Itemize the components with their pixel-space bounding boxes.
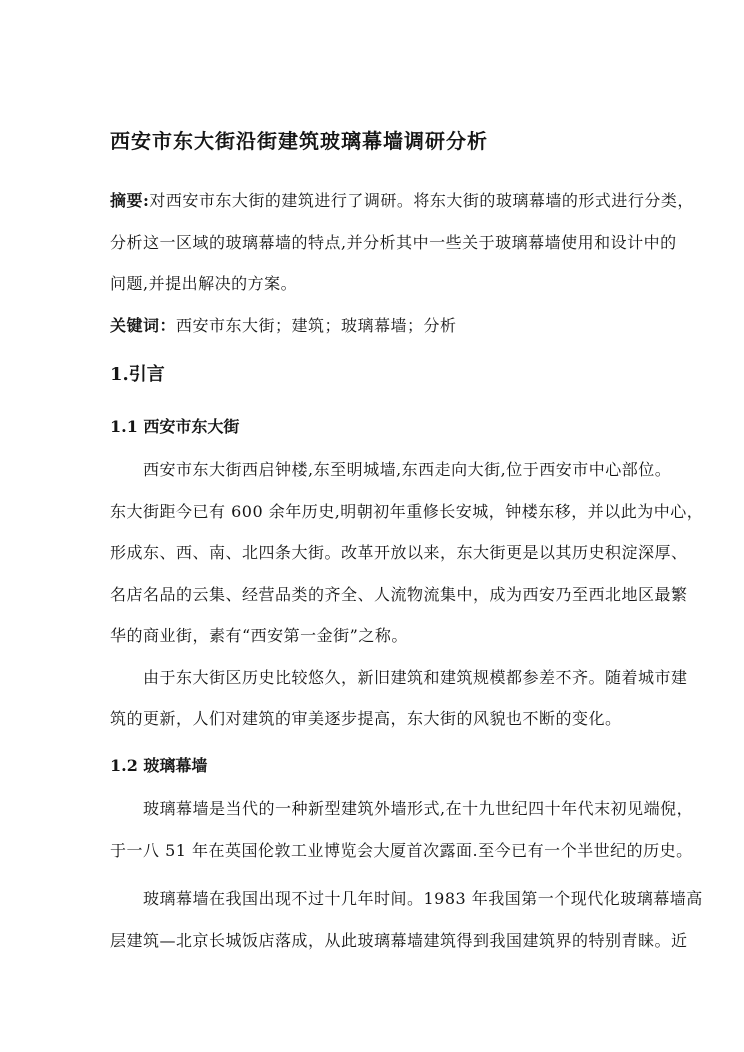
- paragraph-line: 华的商业街，素有“西安第一金街”之称。: [110, 626, 408, 645]
- paragraph-line: 于一八 51 年在英国伦敦工业博览会大厦首次露面.至今已有一个半世纪的历史。: [110, 840, 693, 860]
- keywords-text: 西安市东大街；建筑；玻璃幕墙；分析: [176, 315, 457, 335]
- keywords-label: 关键词：: [110, 315, 177, 335]
- abstract-text: 对西安市东大街的建筑进行了调研。将东大街的玻璃幕墙的形式进行分类，: [149, 191, 694, 210]
- subsection-heading-east-street: 1.1 西安市东大街: [110, 416, 240, 436]
- paragraph-line: 玻璃幕墙是当代的一种新型建筑外墙形式,在十九世纪四十年代末初见端倪，: [143, 799, 694, 818]
- page-title: 西安市东大街沿街建筑玻璃幕墙调研分析: [110, 129, 488, 153]
- paragraph-east-street-1: [110, 449, 704, 657]
- abstract-label: 摘要:: [110, 191, 150, 210]
- paragraph-line: 由于东大街区历史比较悠久，新旧建筑和建筑规模都参差不齐。随着城市建: [143, 667, 688, 687]
- paragraph-line: 形成东、西、南、北四条大街。改革开放以来，东大街更是以其历史积淀深厚、: [110, 543, 688, 562]
- abstract-line: 问题,并提出解决的方案。: [110, 274, 298, 293]
- paragraph-line: 玻璃幕墙在我国出现不过十几年时间。1983 年我国第一个现代化玻璃幕墙高: [143, 889, 703, 908]
- paragraph-line: 层建筑—北京长城饭店落成，从此玻璃幕墙建筑得到我国建筑界的特别青睐。近: [110, 930, 688, 950]
- abstract-paragraph: [110, 180, 694, 305]
- paragraph-line: 东大街距今已有 600 余年历史,明朝初年重修长安城，钟楼东移，并以此为中心，: [110, 501, 704, 521]
- paragraph-line: 名店名品的云集、经营品类的齐全、人流物流集中，成为西安乃至西北地区最繁: [110, 584, 688, 604]
- abstract-line: [110, 180, 694, 222]
- paragraph-curtain-wall-2: [110, 878, 703, 961]
- paragraph-east-street-2: [110, 657, 688, 740]
- paragraph-curtain-wall-1: [110, 788, 694, 871]
- subsection-heading-glass-curtain-wall: 1.2 玻璃幕墙: [110, 755, 208, 775]
- keywords-line: [110, 305, 644, 347]
- paragraph-line: 筑的更新，人们对建筑的审美逐步提高，东大街的风貌也不断的变化。: [110, 709, 622, 728]
- section-heading-introduction: 1.引言: [110, 364, 165, 385]
- abstract-line: 分析这一区域的玻璃幕墙的特点,并分析其中一些关于玻璃幕墙使用和设计中的: [110, 232, 677, 252]
- paragraph-line: 西安市东大街西启钟楼,东至明城墙,东西走向大街,位于西安市中心部位。: [143, 460, 672, 479]
